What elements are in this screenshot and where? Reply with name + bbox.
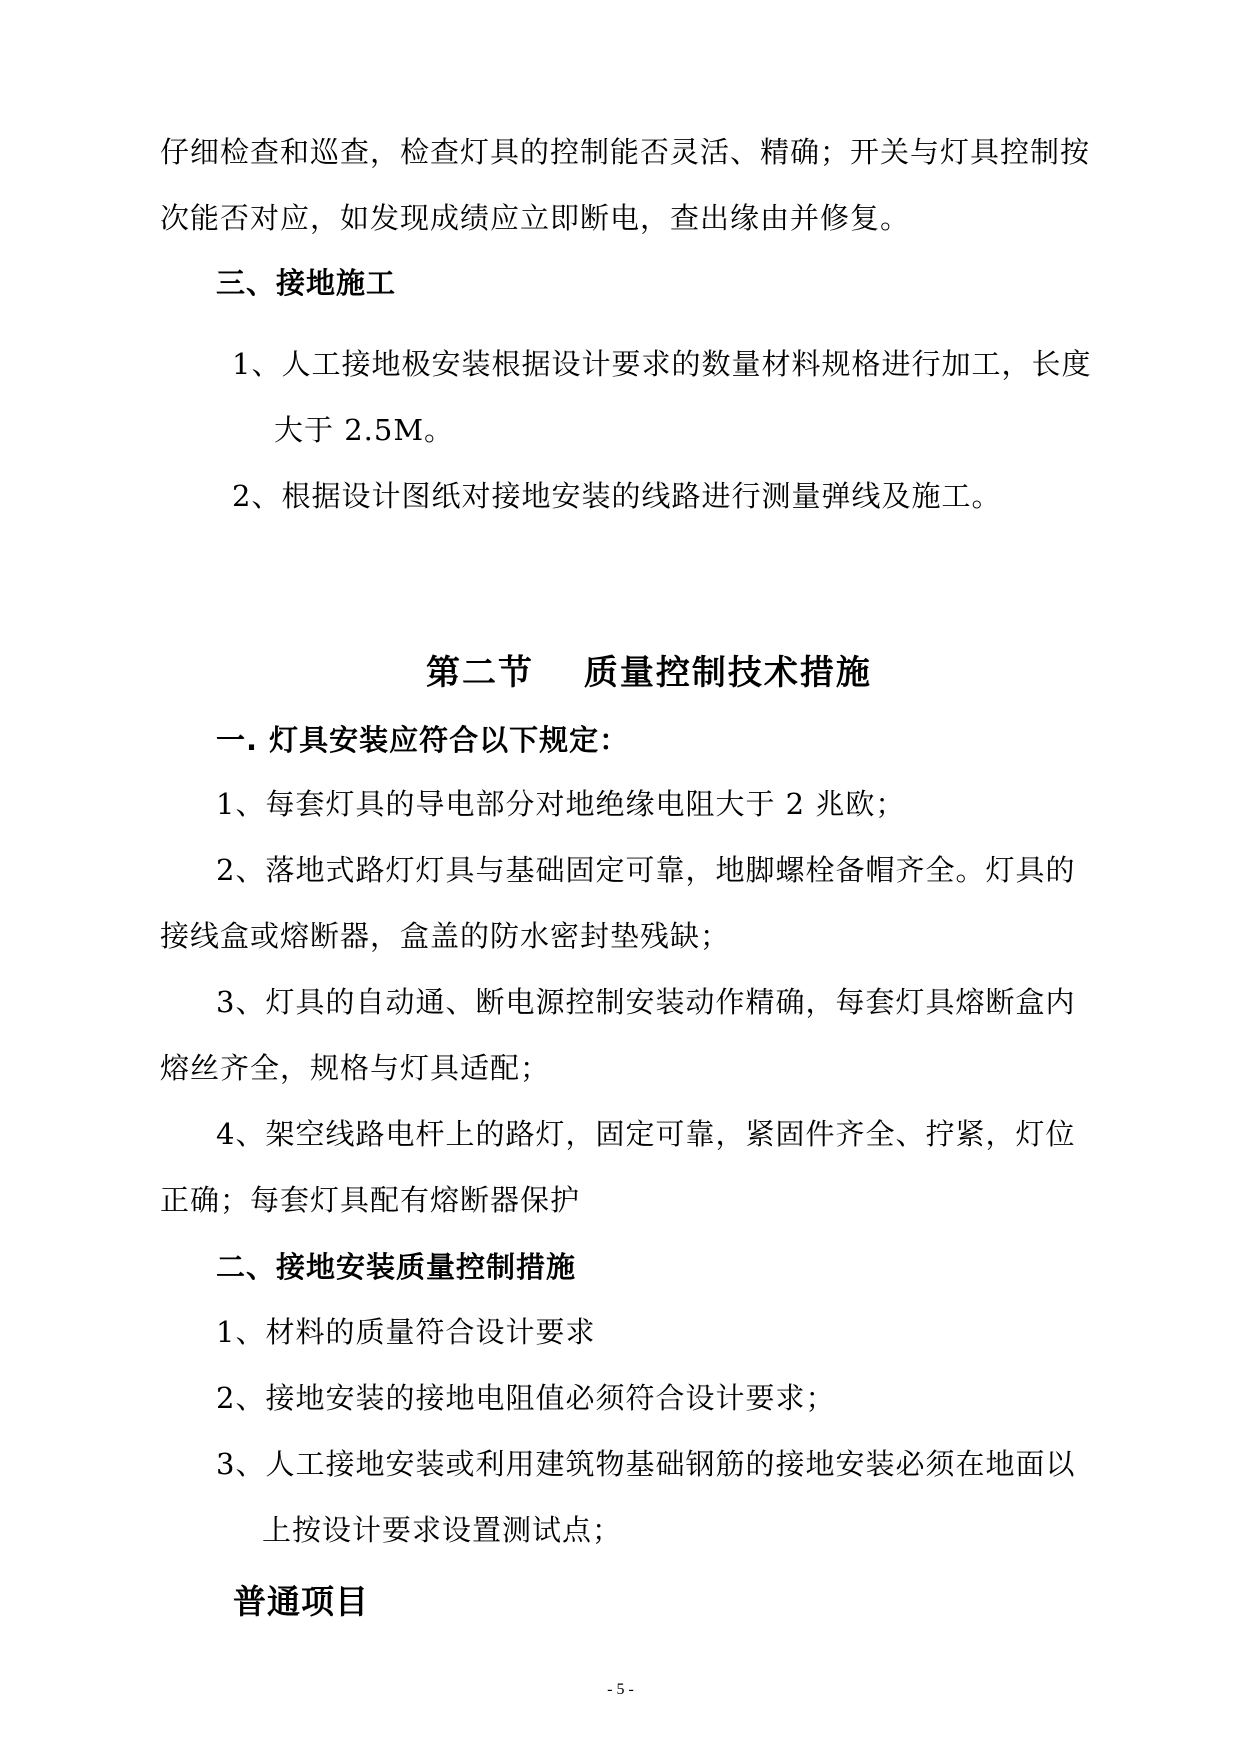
list-item: 4、架空线路电杆上的路灯，固定可靠，紧固件齐全、拧紧，灯位 [216, 1117, 1076, 1151]
list-item: 3、灯具的自动通、断电源控制安装动作精确，每套灯具熔断盒内 [216, 985, 1076, 1019]
list-item: 2、落地式路灯灯具与基础固定可靠，地脚螺栓备帽齐全。灯具的 [216, 853, 1076, 887]
subsection-heading: 二、接地安装质量控制措施 [216, 1250, 577, 1284]
body-paragraph-line: 次能否对应，如发现成绩应立即断电，查出缘由并修复。 [160, 201, 911, 235]
subsection-heading: 一. 灯具安装应符合以下规定： [216, 723, 630, 757]
list-item-continuation: 正确；每套灯具配有熔断器保护 [160, 1183, 581, 1217]
list-item: 1、每套灯具的导电部分对地绝缘电阻大于 2 兆欧； [216, 787, 906, 821]
section-title: 第二节 质量控制技术措施 [426, 653, 872, 693]
list-item-continuation: 大于 2.5M。 [274, 413, 455, 447]
list-item: 3、人工接地安装或利用建筑物基础钢筋的接地安装必须在地面以 [216, 1447, 1076, 1481]
list-item: 2、接地安装的接地电阻值必须符合设计要求； [216, 1381, 836, 1415]
list-item: 1、材料的质量符合设计要求 [216, 1315, 596, 1349]
body-paragraph-line: 仔细检查和巡查，检查灯具的控制能否灵活、精确；开关与灯具控制按 [160, 135, 1091, 169]
list-item-continuation: 上按设计要求设置测试点； [262, 1513, 623, 1547]
subsection-heading: 三、接地施工 [216, 266, 397, 300]
page-number: - 5 - [607, 1681, 634, 1698]
list-item: 1、人工接地极安装根据设计要求的数量材料规格进行加工，长度 [232, 347, 1092, 381]
list-item-continuation: 接线盒或熔断器，盒盖的防水密封垫残缺； [160, 919, 731, 953]
list-item-continuation: 熔丝齐全，规格与灯具适配； [160, 1051, 551, 1085]
section-heading: 普通项目 [233, 1582, 369, 1621]
list-item: 2、根据设计图纸对接地安装的线路进行测量弹线及施工。 [232, 479, 1002, 513]
